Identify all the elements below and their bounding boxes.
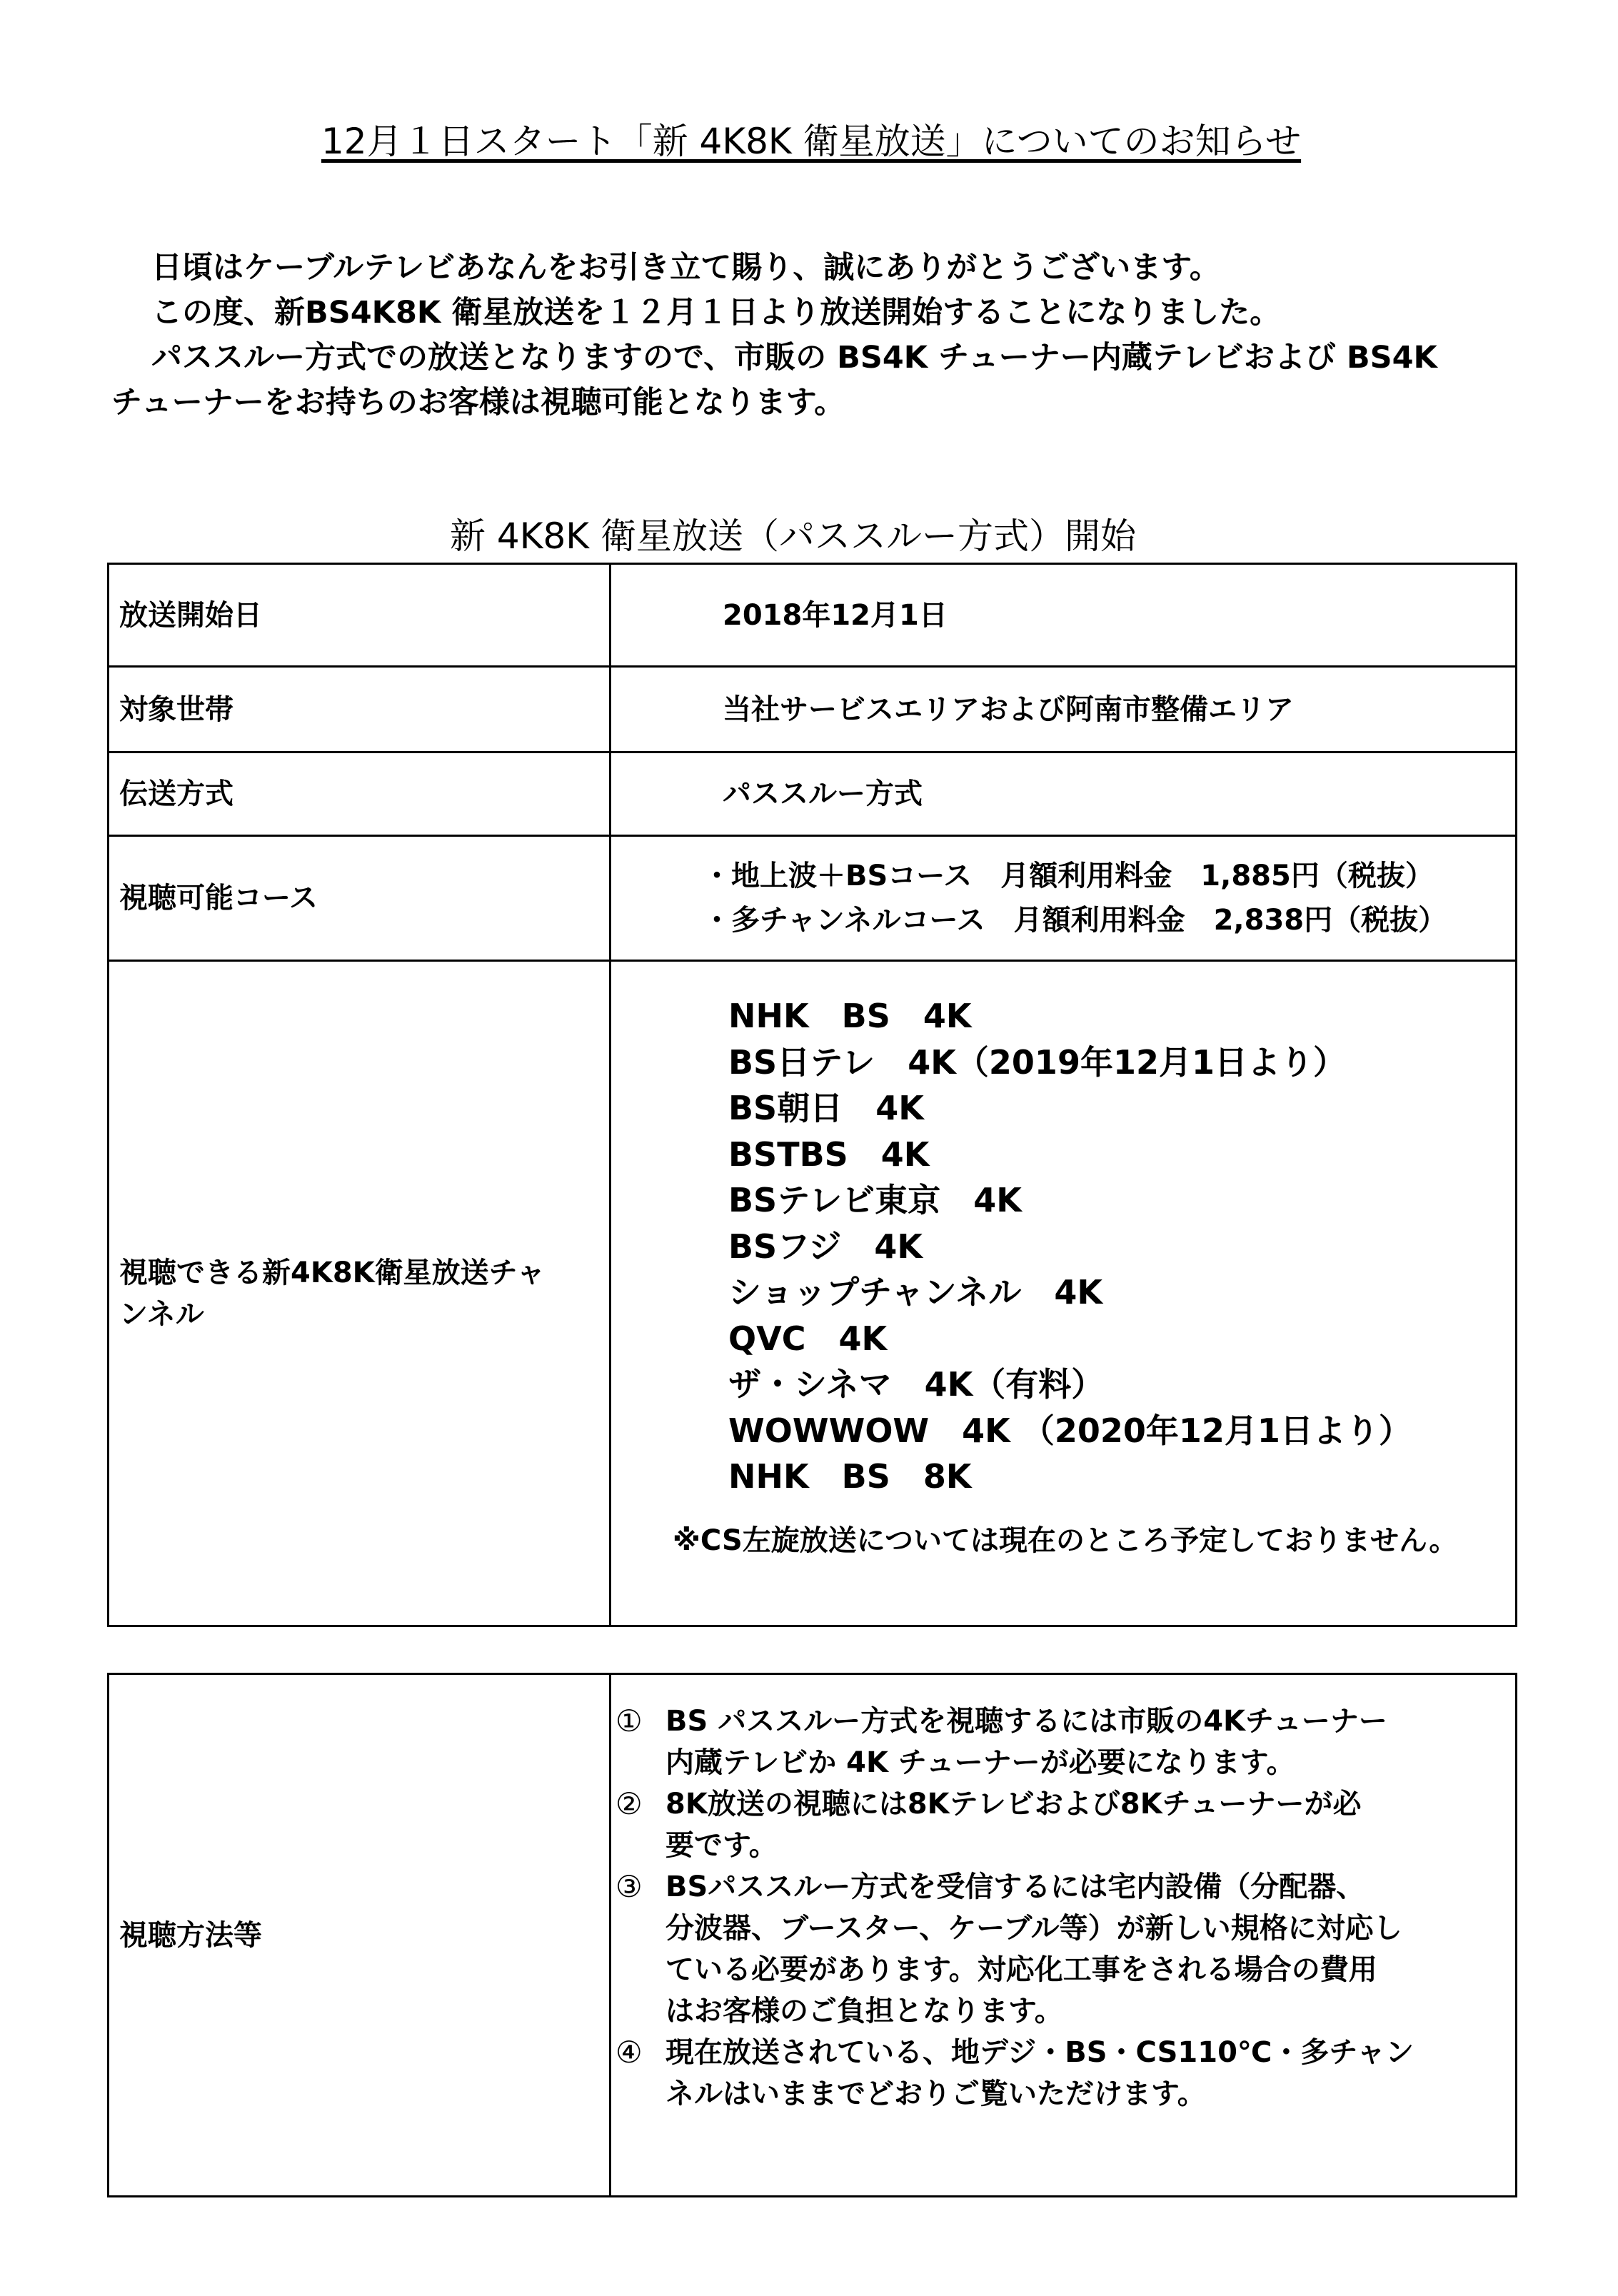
channels-value — [610, 961, 1517, 1626]
channel-item: NHK BS 8K — [728, 1457, 972, 1496]
note-line: はお客様のご負担となります。 — [665, 1995, 1063, 2028]
table-row — [109, 564, 1517, 667]
note-body — [665, 2032, 1414, 2115]
note-body — [665, 1783, 1361, 1866]
note-number: ④ — [615, 2035, 643, 2070]
table-row — [109, 667, 1517, 752]
channel-item: ザ・シネマ 4K（有料） — [728, 1365, 1105, 1404]
course-item: ・地上波＋BSコース 月額利用料金 1,885円（税抜） — [703, 860, 1434, 892]
households-label: 対象世帯 — [109, 667, 610, 752]
channels-label-line: 視聴できる新4K8K衛星放送チャ — [119, 1256, 546, 1289]
broadcast-info-table — [107, 563, 1517, 1627]
channel-item: NHK BS 4K — [728, 997, 972, 1035]
channels-label-line: ンネル — [119, 1297, 204, 1331]
channel-item: BSTBS 4K — [728, 1134, 930, 1174]
channel-item: ショップチャンネル 4K — [728, 1273, 1102, 1311]
channel-item: WOWWOW 4K （2020年12月1日より） — [728, 1411, 1412, 1450]
viewing-note-item — [615, 2032, 1515, 2115]
intro-line: この度、新BS4K8K 衛星放送を１２月１日より放送開始することになりました。 — [151, 295, 1281, 331]
viewing-method-table — [107, 1673, 1517, 2197]
table-row — [109, 836, 1517, 961]
course-item: ・多チャンネルコース 月額利用料金 2,838円（税抜） — [703, 904, 1447, 937]
viewing-note-item — [615, 1783, 1515, 1866]
courses-label: 視聴可能コース — [109, 836, 610, 961]
intro-line: チューナーをお持ちのお客様は視聴可能となります。 — [111, 385, 845, 421]
channel-item: BSテレビ東京 4K — [728, 1181, 1022, 1219]
note-body — [665, 1866, 1402, 2032]
note-body — [665, 1701, 1387, 1783]
channel-item: BSフジ 4K — [728, 1227, 923, 1266]
viewing-label: 視聴方法等 — [109, 1674, 610, 2197]
transmission-label: 伝送方式 — [109, 752, 610, 836]
table-row — [109, 1674, 1517, 2197]
note-number: ③ — [615, 1869, 643, 1904]
channel-item: QVC 4K — [728, 1319, 888, 1358]
viewing-notes — [610, 1674, 1517, 2197]
note-number: ① — [615, 1703, 643, 1738]
table-row — [109, 961, 1517, 1626]
viewing-note-item — [615, 1866, 1515, 2032]
start-date-value: 2018年12月1日 — [610, 564, 1517, 667]
note-line: 内蔵テレビか 4K チューナーが必要になります。 — [665, 1746, 1295, 1779]
note-line: BSパススルー方式を受信するには宅内設備（分配器、 — [665, 1870, 1365, 1903]
note-line: ネルはいままでどおりご覧いただけます。 — [665, 2078, 1206, 2110]
channel-item: BS朝日 4K — [728, 1089, 924, 1127]
courses-value — [610, 836, 1517, 961]
note-line: ている必要があります。対応化工事をされる場合の費用 — [665, 1953, 1377, 1986]
note-line: 8K放送の視聴には8Kテレビおよび8Kチューナーが必 — [665, 1788, 1362, 1821]
intro-line: パススルー方式での放送となりますので、市販の BS4K チューナー内蔵テレビおよび BS4K — [151, 340, 1437, 376]
intro-paragraph — [111, 246, 1532, 426]
transmission-value: パススルー方式 — [610, 752, 1517, 836]
table-row — [109, 752, 1517, 836]
intro-line: 日頃はケーブルテレビあなんをお引き立て賜り、誠にありがとうございます。 — [151, 250, 1220, 286]
note-line: BS パススルー方式を視聴するには市販の4Kチューナー — [665, 1705, 1387, 1738]
table-title: 新 4K8K 衛星放送（パススルー方式）開始 — [450, 515, 1136, 557]
note-line: 分波器、ブースター、ケーブル等）が新しい規格に対応し — [665, 1912, 1402, 1945]
viewing-note-item — [615, 1701, 1515, 1783]
note-line: 現在放送されている、地デジ・BS・CS110℃・多チャン — [665, 2036, 1415, 2069]
document-title: 12月１日スタート「新 4K8K 衛星放送」についてのお知らせ — [321, 121, 1302, 162]
note-number: ② — [615, 1786, 643, 1821]
channels-note: ※CS左旋放送については現在のところ予定しておりません。 — [673, 1524, 1458, 1557]
note-line: 要です。 — [665, 1829, 778, 1862]
channels-label — [109, 961, 610, 1626]
households-value: 当社サービスエリアおよび阿南市整備エリア — [610, 667, 1517, 752]
channel-item: BS日テレ 4K（2019年12月1日より） — [728, 1042, 1346, 1082]
start-date-label: 放送開始日 — [109, 564, 610, 667]
